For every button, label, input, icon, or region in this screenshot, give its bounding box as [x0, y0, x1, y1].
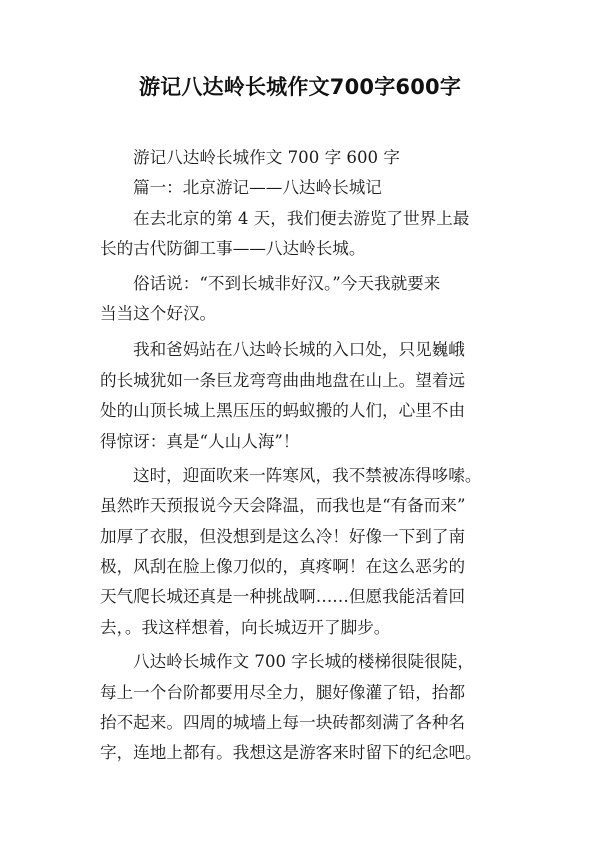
paragraph-1-line-1: 在去北京的第 4 天，我们便去游览了世界上最	[133, 208, 470, 228]
paragraph-4-line-1: 这时，迎面吹来一阵寒风，我不禁被冻得哆嗦。	[133, 465, 482, 485]
text-line-section-heading: 篇一：北京游记——八达岭长城记	[133, 178, 382, 198]
paragraph-2-line-2: 当当这个好汉。	[100, 303, 217, 323]
document-title: 游记八达岭长城作文700字600字	[138, 75, 462, 99]
paragraph-3-line-4: 得惊讶：真是“人山人海”！	[100, 431, 300, 451]
text-line-subtitle: 游记八达岭长城作文 700 字 600 字	[133, 148, 400, 167]
paragraph-5-line-3: 抬不起来。四周的城墙上每一块砖都刻满了各种名	[100, 713, 466, 733]
paragraph-5-line-4: 字，连地上都有。我想这是游客来时留下的纪念吧。	[100, 743, 482, 763]
paragraph-2-line-1: 俗话说：“不到长城非好汉。”今天我就要来	[133, 273, 441, 293]
paragraph-3-line-2: 的长城犹如一条巨龙弯弯曲曲地盘在山上。望着远	[100, 370, 466, 390]
paragraph-4-line-6: 去，。我这样想着，向长城迈开了脚步。	[100, 617, 391, 637]
paragraph-4-line-2: 虽然昨天预报说今天会降温，而我也是“有备而来”	[100, 496, 466, 516]
document-body	[100, 143, 520, 769]
paragraph-3-line-3: 处的山顶长城上黑压压的蚂蚁搬的人们，心里不由	[100, 401, 466, 421]
paragraph-4-line-4: 极，风刮在脸上像刀似的，真疼啊！在这么恶劣的	[100, 557, 466, 577]
paragraph-5-line-2: 每上一个台阶都要用尽全力，腿好像灌了铅，抬都	[100, 682, 466, 702]
paragraph-5-line-1: 八达岭长城作文 700 字长城的楼梯很陡很陡，	[133, 652, 474, 672]
paragraph-3-line-1: 我和爸妈站在八达岭长城的入口处，只见巍峨	[133, 340, 465, 360]
paragraph-1-line-2: 长的古代防御工事——八达岭长城。	[100, 239, 366, 259]
paragraph-4-line-5: 天气爬长城还真是一种挑战啊……但愿我能活着回	[100, 587, 466, 607]
paragraph-4-line-3: 加厚了衣服，但没想到是这么冷！好像一下到了南	[100, 526, 466, 546]
